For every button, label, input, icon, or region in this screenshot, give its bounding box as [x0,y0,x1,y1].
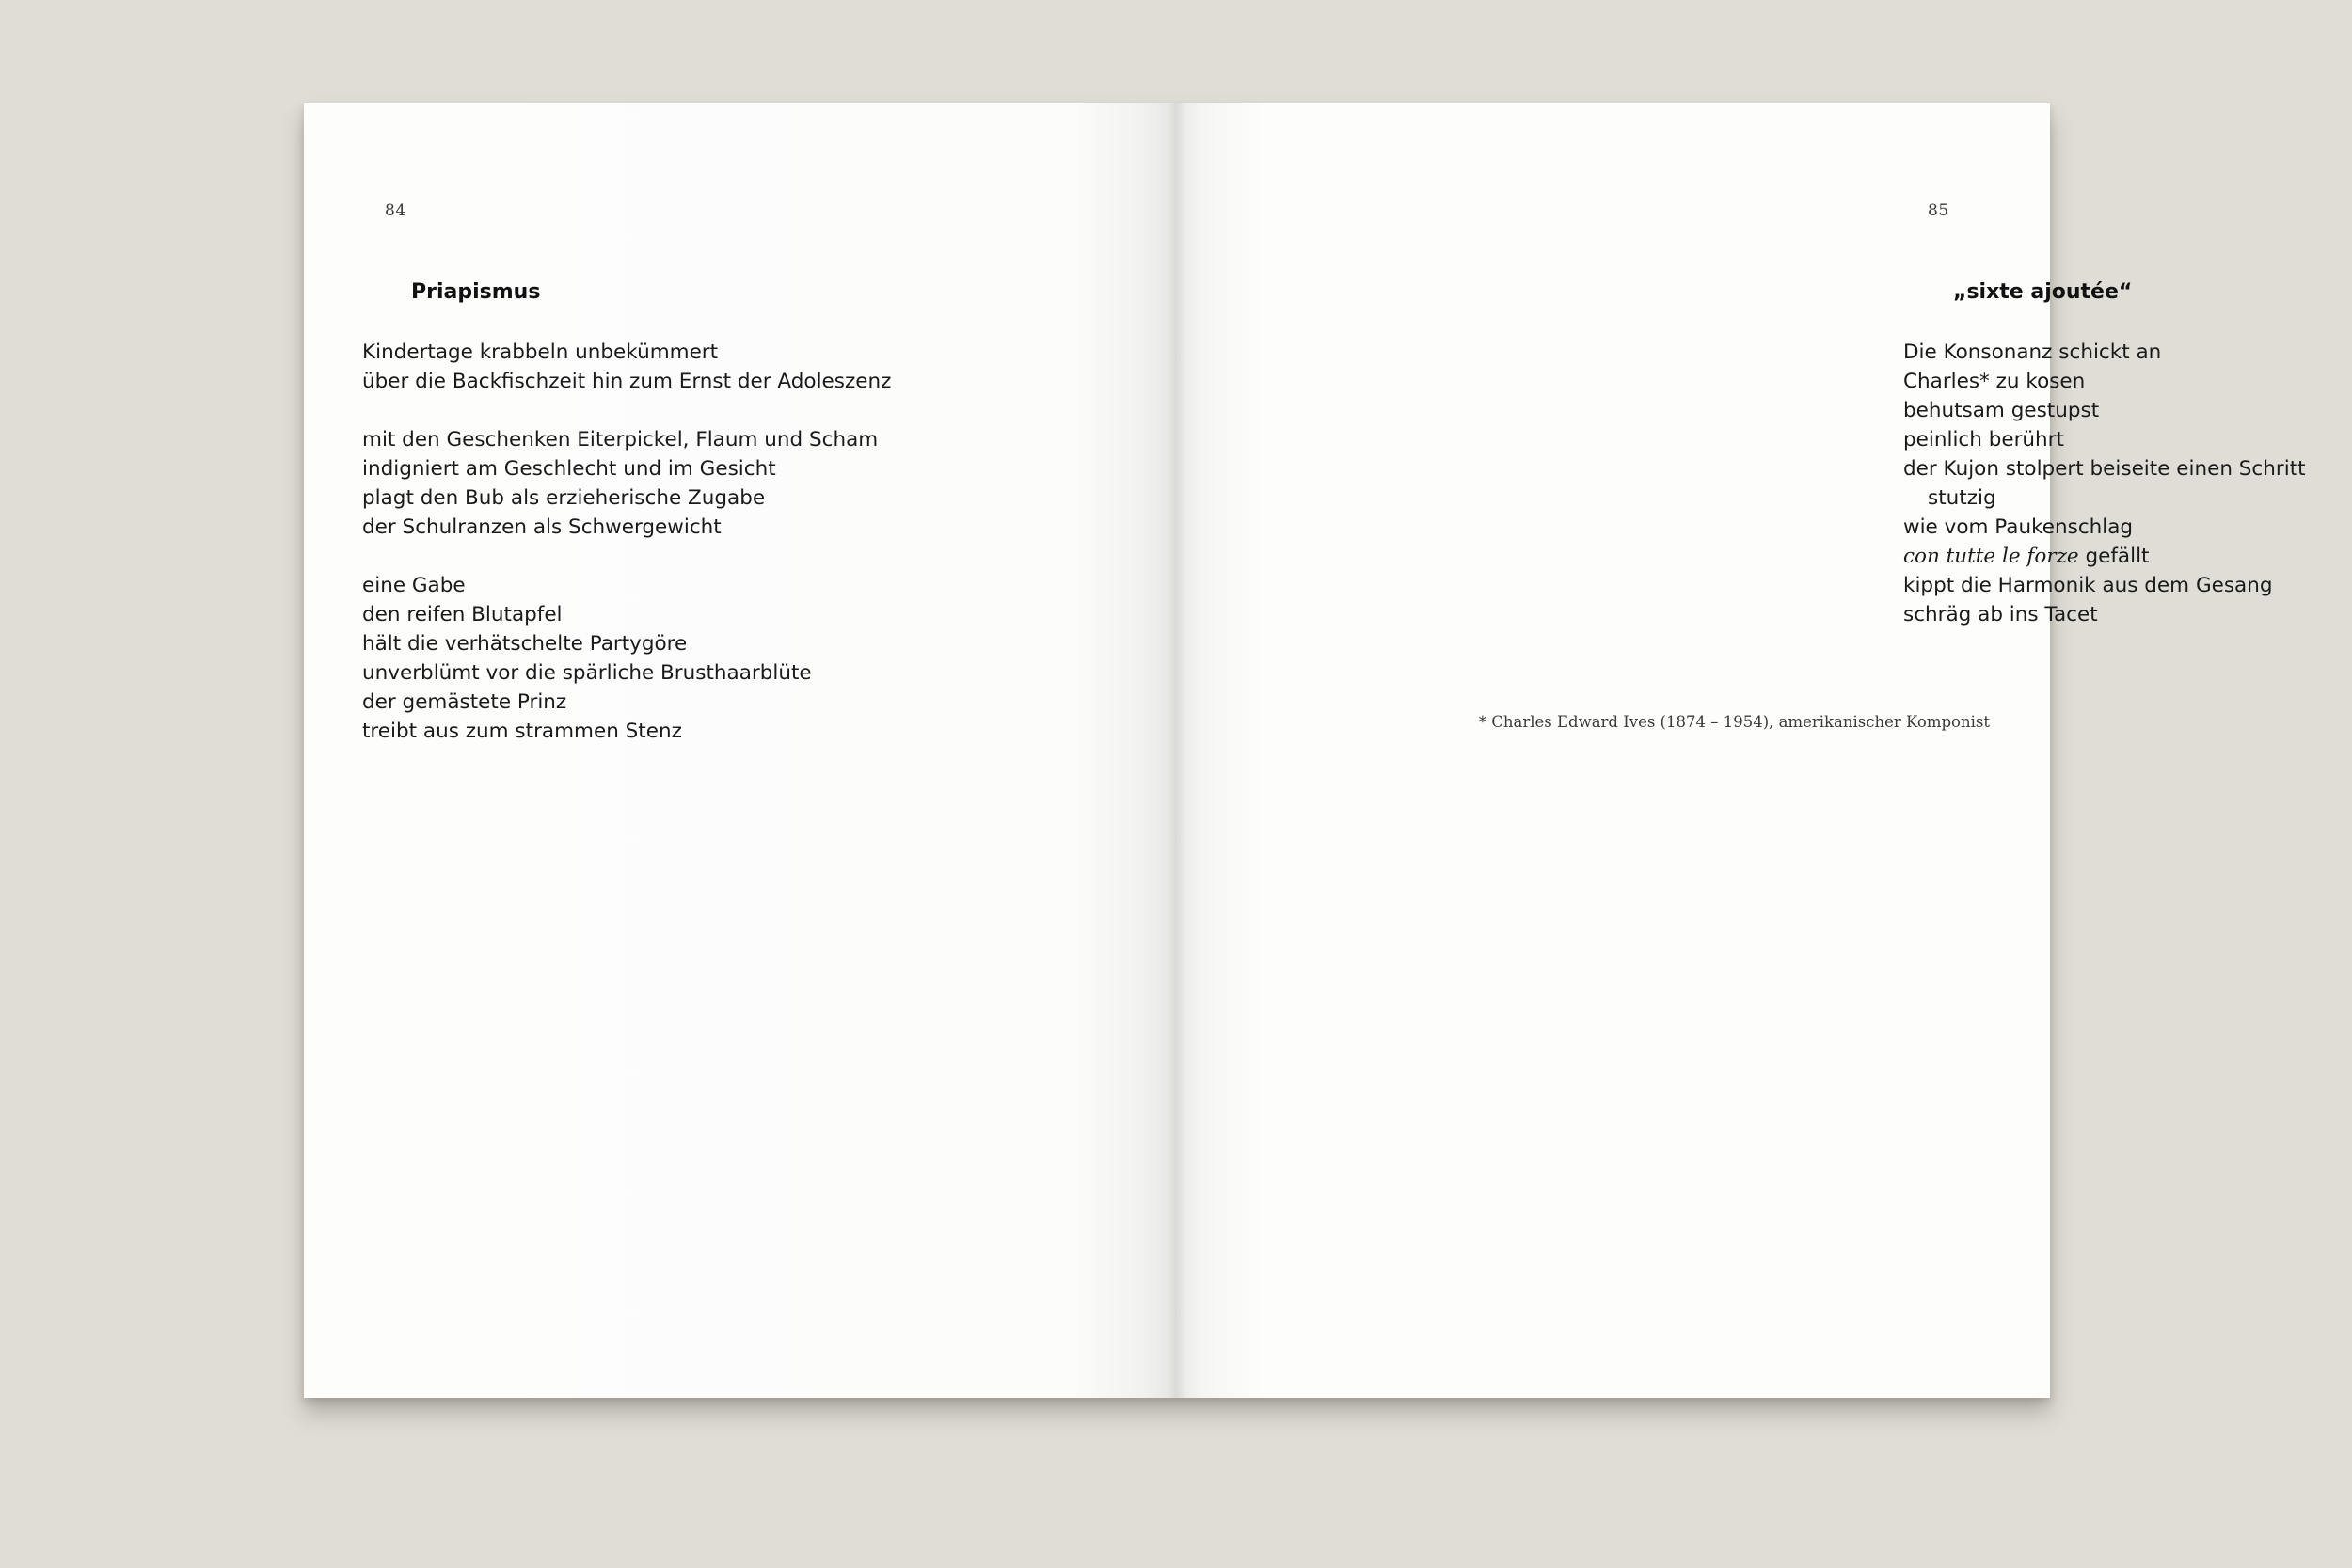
poem-title-left: Priapismus [411,280,541,304]
poem-title-right: „sixte ajoutée“ [1953,280,2133,304]
poem-line-mixed [1903,542,2306,571]
poem-line: Die Konsonanz schickt an [1903,341,2162,364]
poem-line: hält die verhätschelte Partygöre [362,632,688,656]
stanza-right [1903,338,2306,629]
poem-line: mit den Geschenken Eiterpickel, Flaum und Scham [362,428,879,451]
poem-line: peinlich berührt [1903,428,2064,451]
open-book [304,103,2306,1398]
poem-line: wie vom Paukenschlag [1903,515,2134,539]
right-page [1177,103,2306,1398]
poem-line: Kindertage krabbeln unbekümmert [362,341,719,364]
footnote: * Charles Edward Ives (1874 – 1954), amerikanischer Komponist [1478,713,1990,731]
italic-phrase: con tutte le forze [1903,545,2079,568]
page-number-right: 85 [1928,201,1949,220]
stanza-2 [362,425,878,542]
poem-line: der Schulranzen als Schwergewicht [362,515,722,539]
poem-line: unverblümt vor die spärliche Brusthaarblüte [362,661,812,685]
poem-line: kippt die Harmonik aus dem Gesang [1903,574,2273,597]
poem-line: der Kujon stolpert beiseite einen Schritt [1903,457,2306,481]
poem-line: Charles* zu kosen [1903,370,2086,393]
poem-line: plagt den Bub als erzieherische Zugabe [362,486,766,510]
poem-line: schräg ab ins Tacet [1903,603,2098,626]
poem-line: eine Gabe [362,574,466,597]
stanza-3 [362,571,812,746]
page-number-left: 84 [385,201,406,220]
poem-line: über die Backfischzeit hin zum Ernst der Adoleszenz [362,370,892,393]
poem-line-tail: gefällt [2078,545,2150,568]
poem-line: behutsam gestupst [1903,399,2100,422]
poem-line-indented: stutzig [1928,486,1996,510]
poem-line: indigniert am Geschlecht und im Gesicht [362,457,776,481]
left-page [304,103,1177,1398]
poem-line: den reifen Blutapfel [362,603,563,626]
poem-line: treibt aus zum strammen Stenz [362,720,682,743]
poem-line: der gemästete Prinz [362,690,567,714]
stanza-1 [362,338,891,396]
